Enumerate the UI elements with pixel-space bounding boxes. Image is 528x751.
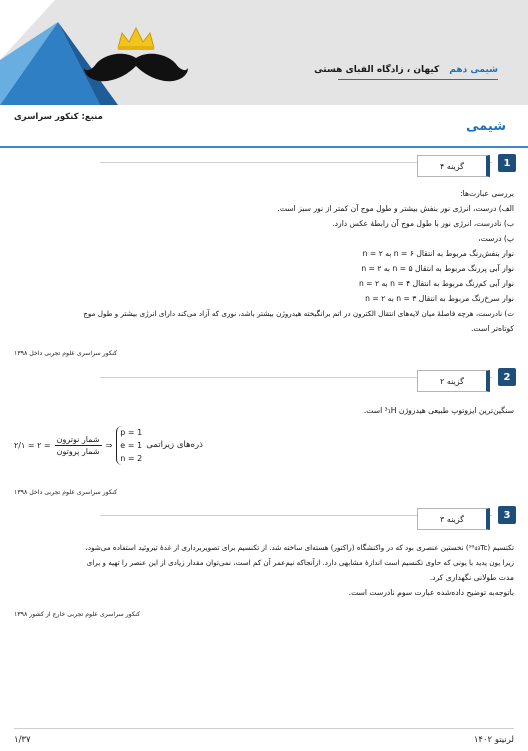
subject-tag: شیمی دهم bbox=[449, 65, 498, 75]
question-number: 3 bbox=[498, 506, 516, 524]
text-line: پ) درست، bbox=[478, 234, 514, 243]
q2-formula bbox=[14, 424, 274, 466]
q1-explanation bbox=[14, 186, 514, 336]
text-line: الف) درست، انرژی نور بنفش بیشتر و طول موج آن کمتر از نور سبز است. bbox=[277, 204, 514, 213]
text-line: بررسی عبارت‌ها: bbox=[460, 189, 514, 198]
particle-list bbox=[116, 426, 142, 465]
particles-label: ذره‌های زیراتمی bbox=[146, 440, 203, 450]
ratio-fraction bbox=[55, 434, 102, 457]
particle-item: e = 1 bbox=[120, 440, 143, 450]
answer-badge: گزینه ۳ bbox=[417, 508, 490, 530]
header-title bbox=[314, 61, 498, 79]
particle-item: p = 1 bbox=[120, 427, 143, 437]
fraction-numerator: شمار نوترون bbox=[56, 434, 100, 444]
text-line: ت) نادرست، هرچه فاصلهٔ میان لایه‌های انتقال الکترون در اتم برانگیخته هیدروژن بیشتر باشد، نوری که آزاد می‌کند دارای انرژی بیشتر و طول موج bbox=[83, 309, 514, 318]
text-line: نوار آبی پررنگ مربوط به انتقال ۵ = n به ۲ = n bbox=[361, 264, 514, 273]
question-source: کنکور سراسری علوم تجربی خارج از کشور ۱۳۹۸ bbox=[14, 611, 141, 618]
page-number: ۱/۳۷ bbox=[14, 735, 31, 745]
particle-item: n = 2 bbox=[120, 453, 143, 463]
text-line: تکنسیم (⁹⁹₄₃Tc) نخستین عنصری بود که در واکنشگاه (راکتور) هسته‌ای ساخته شد. از تکنسیم برای تصویربرداری از غدهٔ تیروئید استفاده می‌شود، bbox=[85, 543, 514, 552]
text-line: زیرا یون یدید با یونی که حاوی تکنسیم است اندازهٔ مشابهی دارد. ازآنجاکه نیم‌عمر آن کم است، نمی‌توان مقدار زیادی از این عنصر را تهیه و برای bbox=[86, 558, 514, 567]
footer-book: لرنیتو ۱۴۰۲ bbox=[473, 735, 514, 745]
section-divider bbox=[0, 146, 528, 148]
question-source: کنکور سراسری علوم تجربی داخل ۱۳۹۸ bbox=[14, 489, 118, 496]
answer-badge: گزینه ۴ bbox=[417, 155, 490, 177]
implies-arrow: ⇒ bbox=[105, 440, 113, 450]
q3-explanation bbox=[14, 540, 514, 600]
crown-icon bbox=[118, 28, 154, 50]
header-decoration bbox=[0, 0, 190, 105]
text-line: نوار بنفش‌رنگ مربوط به انتقال ۶ = n به ۲ = n bbox=[362, 249, 514, 258]
fraction-denominator: شمار پروتون bbox=[56, 446, 100, 456]
text-line: نوار سرخ‌رنگ مربوط به انتقال ۳ = n به ۲ = n bbox=[365, 294, 514, 303]
text-line: ب) نادرست، انرژی نور با طول موج آن رابطهٔ عکس دارد. bbox=[332, 219, 514, 228]
text-line: کوتاه‌تر است. bbox=[470, 324, 514, 333]
text-line: نوار آبی کم‌رنگ مربوط به انتقال ۴ = n به ۲ = n bbox=[358, 279, 514, 288]
answer-badge: گزینه ۲ bbox=[417, 370, 490, 392]
footer-divider bbox=[14, 728, 514, 729]
q2-statement: سنگین‌ترین ایزوتوپ طبیعی هیدروژن ³₁H است. bbox=[363, 406, 514, 415]
question-source: کنکور سراسری علوم تجربی داخل ۱۳۹۸ bbox=[14, 350, 118, 357]
mustache-icon bbox=[84, 54, 188, 82]
chapter-title: کیهان ، زادگاه الفبای هستی bbox=[314, 65, 440, 75]
text-line: مدت طولانی نگهداری کرد. bbox=[429, 573, 514, 582]
ratio-result: = ۲ = ۲/۱ bbox=[14, 440, 51, 450]
question-number: 1 bbox=[498, 154, 516, 172]
source-label: منبع: کنکور سراسری bbox=[14, 112, 103, 122]
section-title: شیمی bbox=[466, 119, 506, 134]
question-number: 2 bbox=[498, 368, 516, 386]
text-line: باتوجه‌به توضیح داده‌شده عبارت سوم نادرست است. bbox=[348, 588, 514, 597]
